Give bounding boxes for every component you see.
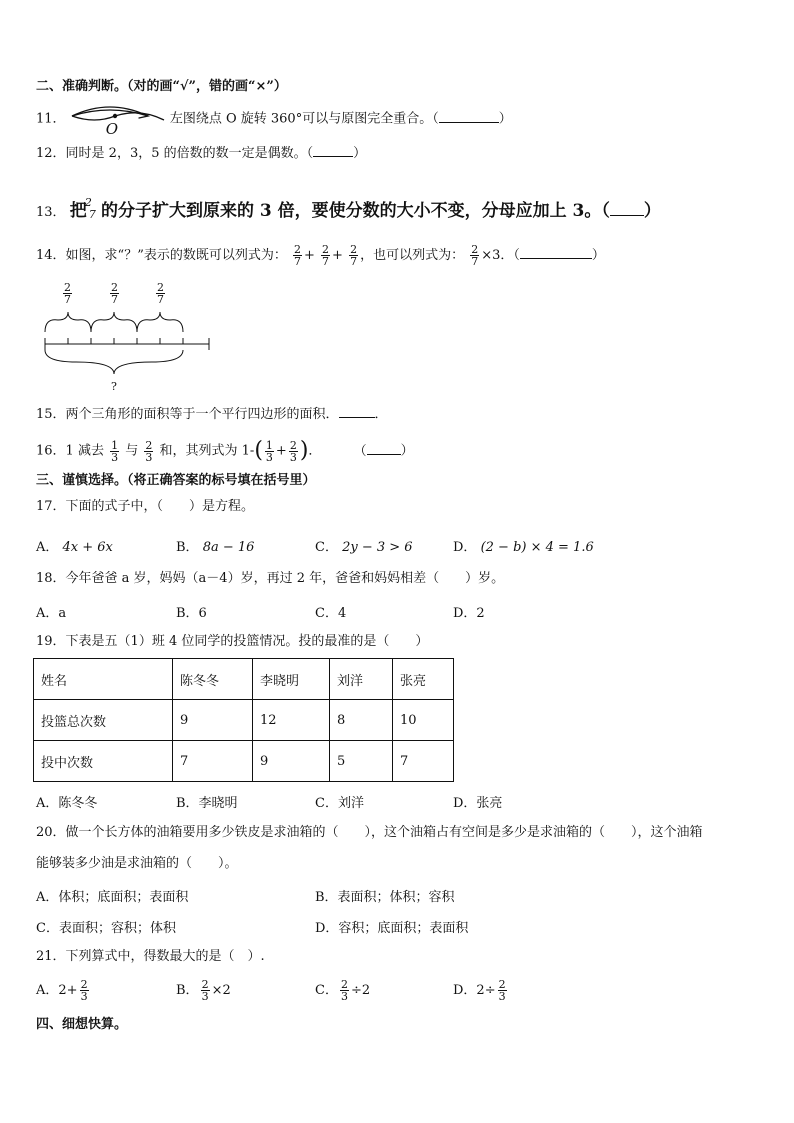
rotation-figure bbox=[70, 110, 166, 138]
question-12-text: 12．同时是 2，3，5 的倍数的数一定是偶数。（ bbox=[36, 146, 314, 161]
question-18-text: 18．今年爸爸 a 岁，妈妈（a－4）岁，再过 2 年，爸爸和妈妈相差（ ）岁。 bbox=[36, 571, 505, 586]
q20-option-d[interactable]: D．容积；底面积；表面积 bbox=[315, 921, 469, 936]
question-13-number: 13． bbox=[36, 205, 66, 220]
answer-blank-15[interactable] bbox=[339, 417, 375, 418]
question-20-line-2: 能够装多少油是求油箱的（ ）。 bbox=[36, 856, 238, 871]
question-16-text: 16．1 减去 bbox=[36, 443, 104, 459]
question-19-text: 19．下表是五（1）班 4 位同学的投篮情况。投的最准的是（ ） bbox=[36, 634, 429, 649]
table-cell: 李晓明 bbox=[253, 659, 330, 700]
shooting-table bbox=[33, 658, 454, 782]
q17-option-a[interactable]: A． 4x + 6x bbox=[36, 540, 113, 555]
table-row bbox=[34, 659, 454, 700]
question-15: 15．两个三角形的面积等于一个平行四边形的面积． ． bbox=[36, 407, 388, 422]
section-2-heading: 二、准确判断。（对的画“√”，错的画“×”） bbox=[36, 79, 287, 94]
table-cell: 刘洋 bbox=[330, 659, 393, 700]
table-row bbox=[34, 700, 454, 741]
table-cell: 陈冬冬 bbox=[173, 659, 253, 700]
question-11-number: 11． bbox=[36, 111, 66, 127]
q21-option-b[interactable]: B． $\frac{2}{3}$ ×2 bbox=[176, 978, 231, 1003]
answer-blank-12[interactable] bbox=[313, 156, 353, 157]
q18-option-c[interactable]: C．4 bbox=[315, 606, 347, 621]
q19-option-a[interactable]: A．陈冬冬 bbox=[36, 796, 98, 811]
table-cell: 5 bbox=[330, 741, 393, 782]
section-3-heading: 三、谨慎选择。（将正确答案的标号填在括号里） bbox=[36, 473, 316, 488]
answer-blank-16[interactable] bbox=[367, 454, 401, 455]
section-4-heading: 四、细想快算。 bbox=[36, 1017, 128, 1032]
q18-option-d[interactable]: D．2 bbox=[453, 606, 485, 621]
q17-option-d[interactable]: D． (2 − b) × 4 = 1.6 bbox=[453, 540, 594, 555]
number-line-icon bbox=[36, 280, 216, 390]
answer-blank-11[interactable] bbox=[439, 122, 499, 123]
segment-label-1: $\frac{2}{7}$ bbox=[64, 281, 71, 306]
q19-option-d[interactable]: D．张亮 bbox=[453, 796, 503, 811]
answer-blank-14[interactable] bbox=[520, 258, 592, 259]
q17-option-b[interactable]: B． 8a − 16 bbox=[176, 540, 255, 555]
table-row bbox=[34, 741, 454, 782]
q21-option-d[interactable]: D．2÷ $\frac{2}{3}$ bbox=[453, 978, 506, 1003]
question-14: 14．如图，求“？”表示的数既可以列式为： $\frac{2}{7}$ + $\frac{2}{7}$ + $\frac{2}{7}$ ，也可以列式为： $\frac{2}{7}$ ×3．（ ） bbox=[36, 243, 605, 268]
q17-option-c[interactable]: C． 2y − 3 > 6 bbox=[315, 540, 413, 555]
question-11: 11． O 左图绕点 O 旋转 360°可以与原图完全重合。（ ） bbox=[36, 110, 512, 129]
question-11-text: 左图绕点 O 旋转 360°可以与原图完全重合。（ bbox=[169, 111, 439, 127]
q20-option-c[interactable]: C．表面积；容积；体积 bbox=[36, 921, 176, 936]
q21-option-c[interactable]: C． $\frac{2}{3}$ ÷2 bbox=[315, 978, 371, 1003]
table-cell: 8 bbox=[330, 700, 393, 741]
table-cell: 7 bbox=[173, 741, 253, 782]
question-17-text: 17．下面的式子中，（ ）是方程。 bbox=[36, 499, 255, 514]
q20-option-a[interactable]: A．体积；底面积；表面积 bbox=[36, 890, 189, 905]
question-13-text: 的分子扩大到原来的 3 倍，要使分数的大小不变，分母应加上 3。（ bbox=[100, 201, 610, 221]
question-13: 13． 把 2 7 的分子扩大到原来的 3 倍，要使分数的大小不变，分母应加上 3。（ ） bbox=[36, 196, 661, 221]
question-14-text-2: ，也可以列式为： bbox=[360, 248, 465, 263]
question-15-text: 15．两个三角形的面积等于一个平行四边形的面积． bbox=[36, 407, 339, 422]
q20-option-b[interactable]: B．表面积；体积；容积 bbox=[315, 890, 455, 905]
table-cell: 10 bbox=[393, 700, 454, 741]
q19-option-b[interactable]: B．李晓明 bbox=[176, 796, 238, 811]
table-cell: 9 bbox=[173, 700, 253, 741]
table-cell: 9 bbox=[253, 741, 330, 782]
segment-label-3: $\frac{2}{7}$ bbox=[157, 281, 164, 306]
question-12: 12．同时是 2，3，5 的倍数的数一定是偶数。（ ） bbox=[36, 146, 367, 161]
question-20-line-1: 20．做一个长方体的油箱要用多少铁皮是求油箱的（ ），这个油箱占有空间是多少是求油箱的（ ），这个油箱 bbox=[36, 825, 703, 840]
point-o-label: O bbox=[105, 120, 118, 138]
table-cell: 投篮总次数 bbox=[34, 700, 173, 741]
table-cell: 投中次数 bbox=[34, 741, 173, 782]
question-mark-label: ? bbox=[111, 380, 117, 393]
question-16: 16．1 减去 $\frac{1}{3}$ 与 $\frac{2}{3}$ 和，其列式为 1-( $\frac{1}{3}$ + $\frac{2}{3}$ )． （ ） bbox=[36, 438, 414, 464]
answer-blank-13[interactable] bbox=[610, 215, 644, 216]
q19-option-c[interactable]: C．刘洋 bbox=[315, 796, 364, 811]
table-cell: 12 bbox=[253, 700, 330, 741]
q18-option-a[interactable]: A．a bbox=[36, 606, 67, 621]
q21-option-a[interactable]: A．2+ $\frac{2}{3}$ bbox=[36, 978, 88, 1003]
q18-option-b[interactable]: B．6 bbox=[176, 606, 207, 621]
number-line-figure bbox=[36, 280, 216, 400]
table-cell: 姓名 bbox=[34, 659, 173, 700]
segment-label-2: $\frac{2}{7}$ bbox=[111, 281, 118, 306]
question-14-text: 14．如图，求“？”表示的数既可以列式为： bbox=[36, 248, 287, 263]
table-cell: 张亮 bbox=[393, 659, 454, 700]
question-21-text: 21．下列算式中，得数最大的是（ ）. bbox=[36, 949, 265, 964]
table-cell: 7 bbox=[393, 741, 454, 782]
